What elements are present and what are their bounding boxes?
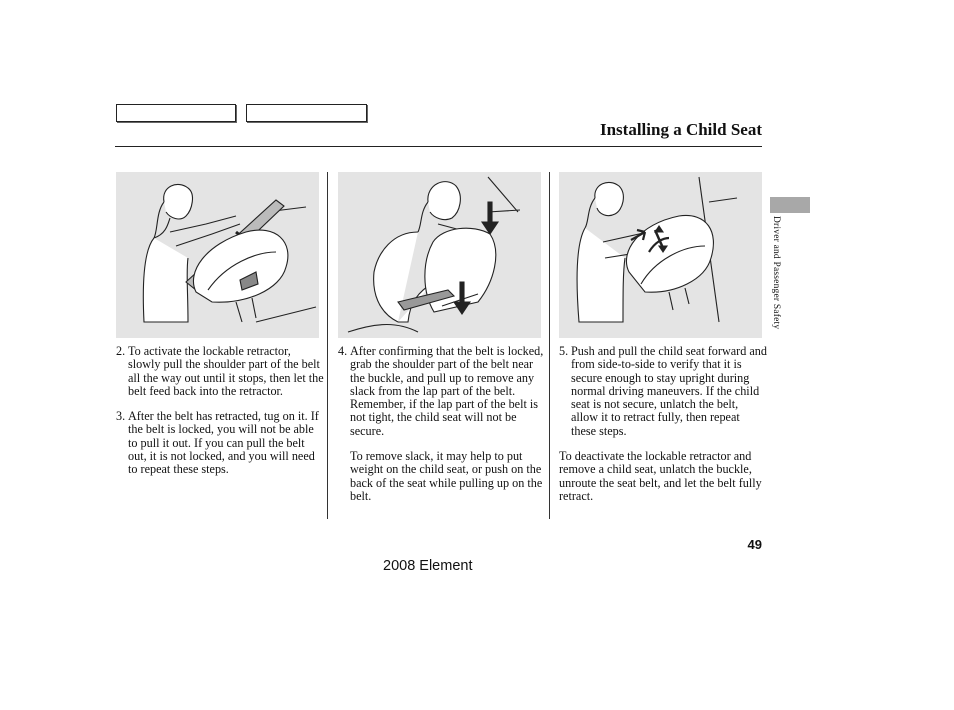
section-label: Driver and Passenger Safety: [771, 216, 781, 330]
page-number: 49: [747, 537, 762, 552]
section-tab[interactable]: [770, 197, 810, 213]
remove-slack-tip: To remove slack, it may help to put weight on the child seat, or push on the back of the seat while pulling up on the belt.: [350, 449, 543, 503]
step-text: After confirming that the belt is locked, grab the shoulder part of the belt near the buckle, and pull up to remove any slack from the lap part of the belt. Remember, if the lap part of the belt is not tight, the child seat will not be secure.: [350, 344, 544, 438]
nav-tab-box-1[interactable]: [116, 104, 236, 122]
step-text: To activate the lockable retractor, slowly pull the shoulder part of the belt all the way out until it stops, then let the belt feed back into the retractor.: [128, 344, 324, 398]
page-title: Installing a Child Seat: [599, 120, 762, 139]
step-number: 2.: [116, 344, 126, 358]
footer-model: 2008 Element: [383, 558, 473, 574]
column-divider-2: [549, 172, 550, 519]
step-number: 3.: [116, 409, 126, 424]
step-3: [116, 410, 324, 476]
step-text: After the belt has retracted, tug on it. If the belt is locked, you will not be able to pull it out. If you can pull the belt out, it is not locked, and you will need to repeat these steps.: [128, 409, 319, 477]
illustration-pull-shoulder-belt: [116, 172, 319, 338]
illustration-push-pull-seat: [559, 172, 762, 338]
illustration-grab-shoulder-belt: [338, 172, 541, 338]
header-rule: [115, 146, 762, 147]
text-column-1: [116, 345, 324, 489]
step-number: 5.: [559, 344, 569, 358]
deactivate-retractor-note: To deactivate the lockable retractor and remove a child seat, unlatch the buckle, unroute the seat belt, and let the belt fully retract.: [559, 449, 762, 503]
step-text: Push and pull the child seat forward and from side-to-side to verify that it is secure enough to stay upright during normal driving maneuvers. If the child seat is not secure, unlatch the belt, allow it to retract fully, then repeat these steps.: [571, 344, 767, 438]
column-divider-1: [327, 172, 328, 519]
text-column-3: [559, 345, 767, 515]
step-5: [559, 345, 767, 438]
nav-tab-box-2[interactable]: [246, 104, 367, 122]
step-2: [116, 345, 324, 398]
step-number: 4.: [338, 344, 348, 358]
step-4: [338, 345, 546, 438]
text-column-2: [338, 345, 546, 515]
